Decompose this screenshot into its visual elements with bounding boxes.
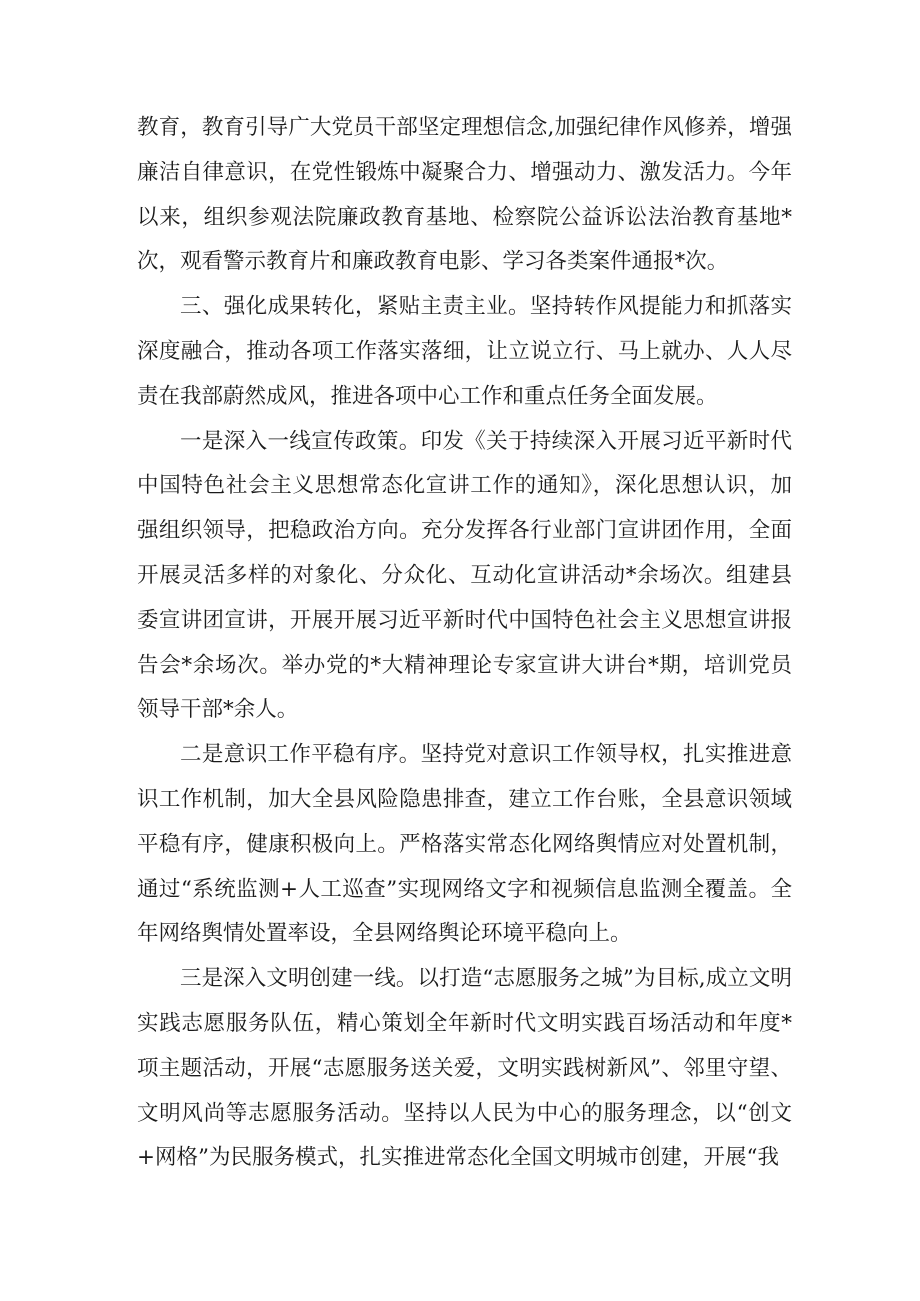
paragraph-item-two: 二是意识工作平稳有序。坚持党对意识工作领导权，扎实推进意识工作机制，加大全县风险隐患排查，建立工作台账，全县意识领域平稳有序，健康积极向上。严格落实常态化网络舆情应对处置机制，通过“系统监测+人工巡查”实现网络文字和视频信息监测全覆盖。全年网络舆情处置率设，全县网络舆论环境平稳向上。	[137, 742, 792, 947]
paragraph-section-three: 三、强化成果转化，紧贴主责主业。坚持转作风提能力和抓落实深度融合，推动各项工作落实落细，让立说立行、马上就办、人人尽责在我部蔚然成风，推进各项中心工作和重点任务全面发展。	[137, 294, 792, 409]
document-body	[137, 106, 792, 1181]
paragraph-item-one: 一是深入一线宣传政策。印发《关于持续深入开展习近平新时代中国特色社会主义思想常态化宣讲工作的通知》，深化思想认识，加强组织领导，把稳政治方向。充分发挥各行业部门宣讲团作用，全面开展灵活多样的对象化、分众化、互动化宣讲活动*余场次。组建县委宣讲团宣讲，开展开展习近平新时代中国特色社会主义思想宣讲报告会*余场次。举办党的*大精神理论专家宣讲大讲台*期，培训党员领导干部*余人。	[137, 428, 792, 723]
paragraph-continuation: 教育，教育引导广大党员干部坚定理想信念,加强纪律作风修养，增强廉洁自律意识，在党性锻炼中凝聚合力、增强动力、激发活力。今年以来，组织参观法院廉政教育基地、检察院公益诉讼法治教育基地*次，观看警示教育片和廉政教育电影、学习各类案件通报*次。	[137, 115, 792, 275]
paragraph-item-three: 三是深入文明创建一线。以打造“志愿服务之城”为目标,成立文明实践志愿服务队伍，精心策划全年新时代文明实践百场活动和年度*项主题活动，开展“志愿服务送关爱，文明实践树新风”、邻里守望、文明风尚等志愿服务活动。坚持以人民为中心的服务理念，以“创文+网格”为民服务模式，扎实推进常态化全国文明城市创建，开展“我	[137, 966, 792, 1171]
